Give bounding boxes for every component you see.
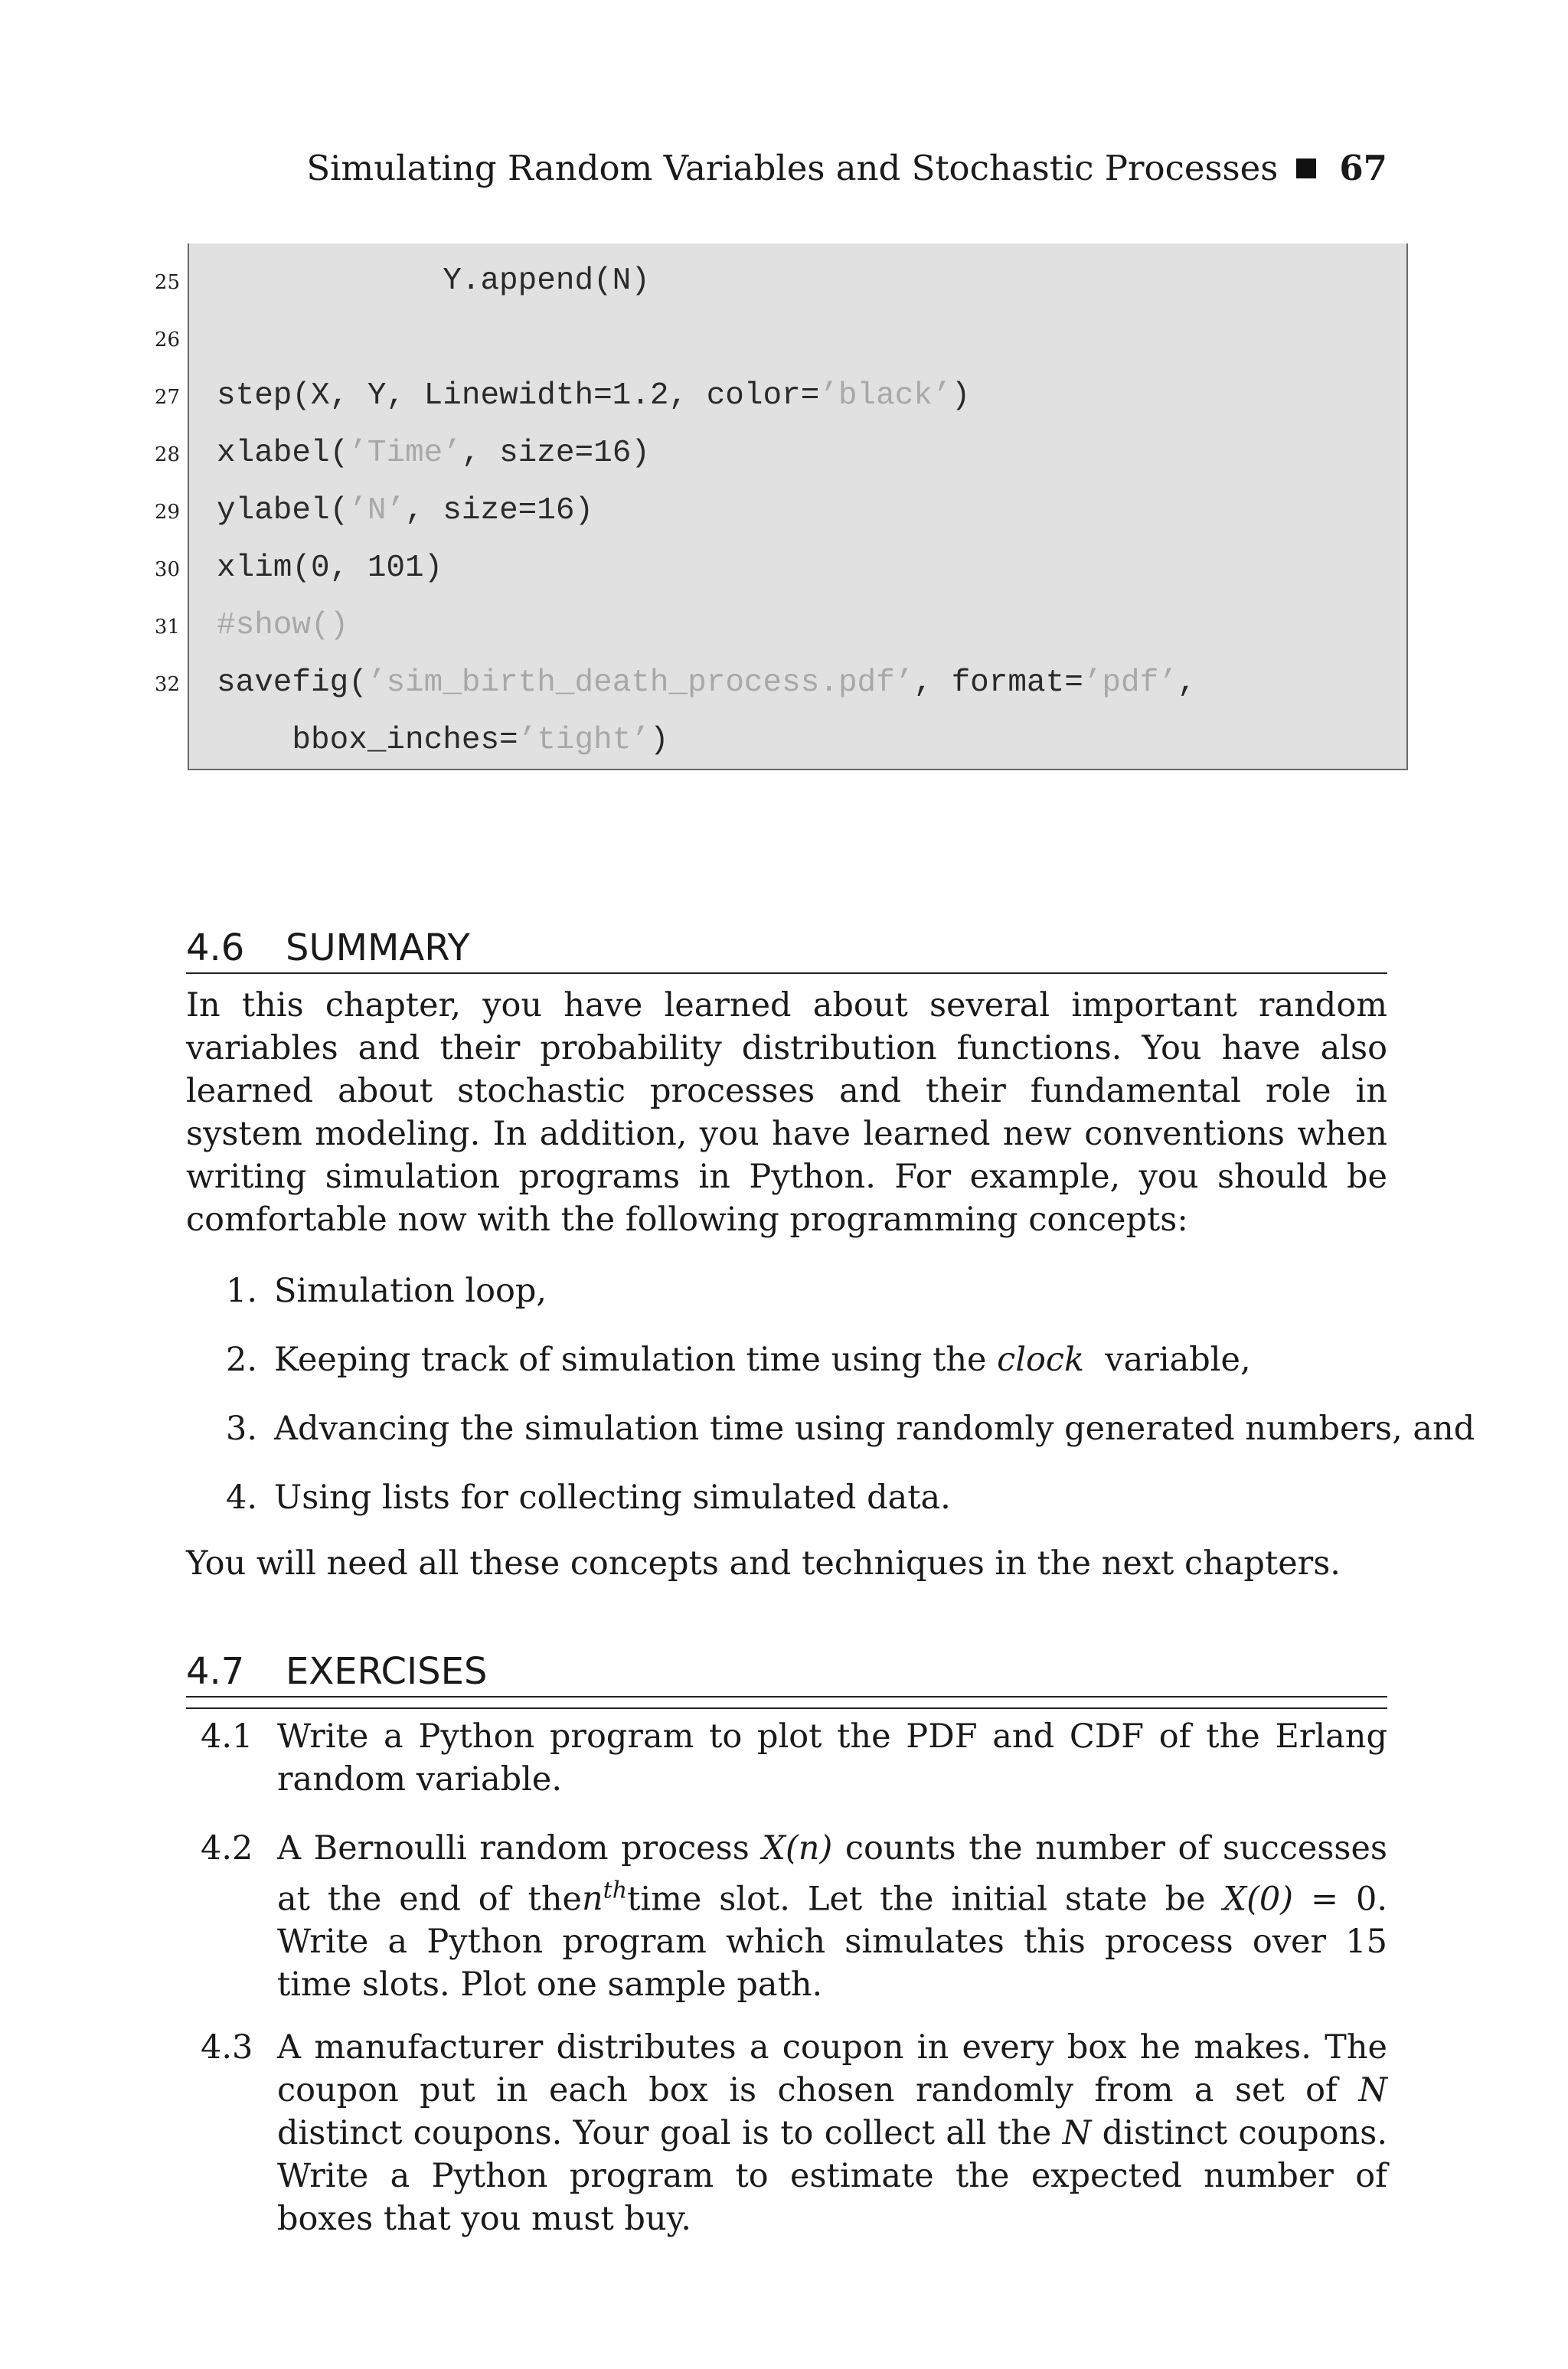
line-number: 30: [154, 558, 180, 581]
line-number: 25: [154, 271, 180, 294]
exercise-number: 4.1: [201, 1717, 253, 1756]
clock-variable: clock: [997, 1341, 1085, 1379]
exercise-text: A Bernoulli random process X(n) counts the number of successes at the end of then$^{th}$time slot. Let the initial state be X(0) = 0. Write a Python program which simulates this process over 15 time slots. Plot one sample path.: [277, 1829, 1387, 2005]
code-text: #show(): [217, 608, 349, 643]
page-number: 67: [1339, 148, 1387, 188]
line-number: 29: [154, 501, 180, 524]
section-heading-summary: [186, 925, 1387, 974]
line-number: 28: [154, 443, 180, 466]
summary-closing: You will need all these concepts and techniques in the next chapters.: [186, 1544, 1341, 1583]
code-text: xlabel(’Time’, size=16): [217, 436, 650, 471]
line-number: 27: [154, 386, 180, 409]
code-text: bbox_inches=’tight’): [217, 723, 669, 758]
line-number: [130, 712, 180, 769]
code-text: step(X, Y, Linewidth=1.2, color=’black’): [217, 378, 971, 413]
line-number: 26: [154, 328, 180, 351]
list-item: 1. Simulation loop,: [226, 1272, 547, 1310]
section-number: 4.6: [186, 926, 245, 969]
exercises-rule: [186, 1707, 1387, 1709]
exercise-text: Write a Python program to plot the PDF and CDF of the Erlang random variable.: [277, 1717, 1387, 1799]
list-item: 3. Advancing the simulation time using randomly generated numbers, and: [226, 1410, 1475, 1448]
section-title: SUMMARY: [286, 926, 470, 969]
code-text: Y.append(N): [217, 263, 650, 299]
summary-paragraph: In this chapter, you have learned about several important random variables and their probability distribution functions. You have also learned about stochastic processes and their fundamental role in system modeling. In addition, you have learned new conventions when writing simulation programs in Python. For example, you should be comfortable now with the following programming concepts:: [186, 986, 1387, 1239]
code-text: savefig(’sim_birth_death_process.pdf’, format=’pdf’,: [217, 665, 1197, 701]
running-header: [184, 145, 1387, 191]
line-number: 32: [154, 673, 180, 696]
running-title: Simulating Random Variables and Stochastic Processes: [306, 148, 1279, 188]
code-text: ylabel(’N’, size=16): [217, 493, 594, 528]
line-number: 31: [154, 616, 180, 639]
section-number: 4.7: [186, 1650, 245, 1693]
code-text: xlim(0, 101): [217, 551, 443, 586]
square-separator-icon: [1296, 158, 1316, 178]
list-item: 4. Using lists for collecting simulated data.: [226, 1479, 951, 1517]
exercise-text: A manufacturer distributes a coupon in every box he makes. The coupon put in each box is chosen randomly from a set of N distinct coupons. Your goal is to collect all the N distinct coupons. Write a Python program to estimate the expected number of boxes that you must buy.: [277, 2028, 1387, 2238]
list-item: 2. Keeping track of simulation time using the clock variable,: [226, 1341, 1251, 1379]
exercise-number: 4.3: [201, 2028, 253, 2067]
section-heading-exercises: [186, 1648, 1387, 1698]
exercise-number: 4.2: [201, 1829, 253, 1867]
section-title: EXERCISES: [286, 1650, 488, 1693]
